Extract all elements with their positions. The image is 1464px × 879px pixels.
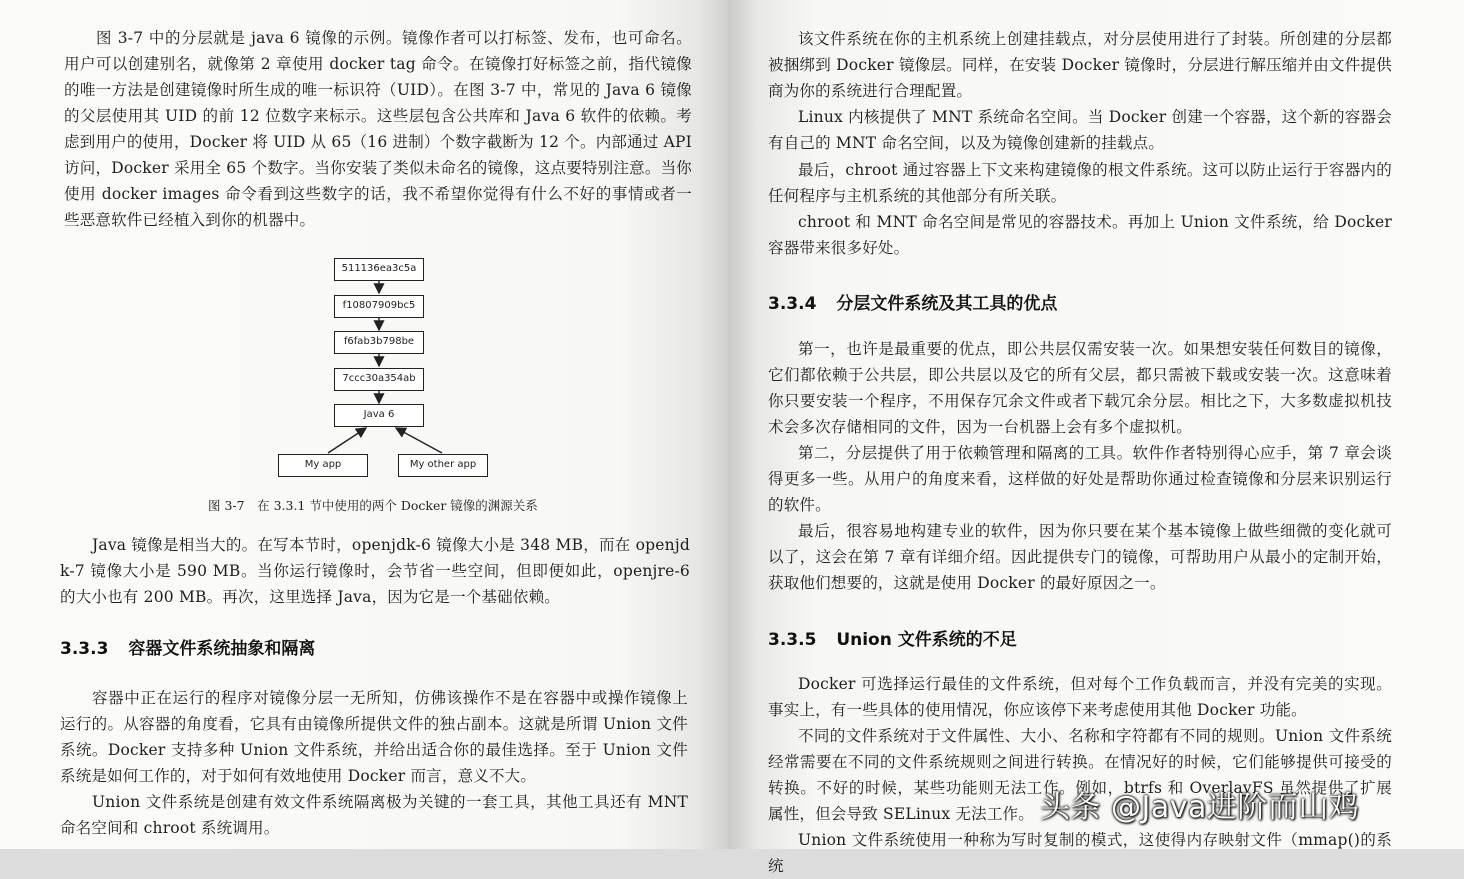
section-number: 3.3.3 <box>60 639 109 659</box>
paragraph: Union 文件系统使用一种称为写时复制的模式，这使得内存映射文件（mmap()的系统 <box>768 831 1392 875</box>
java6-box: Java 6 <box>334 404 424 427</box>
paragraph: 第二，分层提供了用于依赖管理和隔离的工具。软件作者特别得心应手，第 7 章会谈得更多一些。从用户的角度来看，这样做的好处是帮助你通过检查镜像和分层来识别运行的软件。 <box>768 444 1392 514</box>
section-title: 容器文件系统抽象和隔离 <box>128 639 316 659</box>
left-page <box>0 0 728 849</box>
section-heading <box>60 634 315 659</box>
layer-box: f10807909bc5 <box>334 295 424 318</box>
section-title: 分层文件系统及其工具的优点 <box>836 294 1058 314</box>
section-heading <box>768 289 1057 314</box>
paragraph: 第一，也许是最重要的优点，即公共层仅需安装一次。如果想安装任何数目的镜像，它们都依赖于公共层，即公共层以及它的所有父层，都只需被下载或安装一次。这意味着你只要安装一个程序，不用保存冗余文件或者下载冗余分层。相比之下，大多数虚拟机技术会多次存储相同的文件，因为一台机器上会有多个虚拟机。 <box>768 340 1392 436</box>
paragraph: Java 镜像是相当大的。在写本节时，openjdk-6 镜像大小是 348 MB，而在 openjdk-7 镜像大小是 590 MB。当你运行镜像时，会节省一些空间，但即便如此，openjre-6 的大小也有 200 MB。再次，这里选择 Java，因为它是一个基础依赖。 <box>60 536 690 606</box>
layer-box: f6fab3b798be <box>334 331 424 354</box>
paragraph: Linux 内核提供了 MNT 系统命名空间。当 Docker 创建一个容器，这个新的容器会有自己的 MNT 命名空间，以及为镜像创建新的挂载点。 <box>768 108 1392 152</box>
paragraph: 最后，chroot 通过容器上下文来构建镜像的根文件系统。这可以防止运行于容器内的任何程序与主机系统的其他部分有所关联。 <box>768 161 1392 205</box>
paragraph: 该文件系统在你的主机系统上创建挂载点，对分层使用进行了封装。所创建的分层都被捆绑到 Docker 镜像层。同样，在安装 Docker 镜像时，分层进行解压缩并由文件提供商为你的系统进行合理配置。 <box>768 30 1392 100</box>
section-number: 3.3.5 <box>768 630 817 650</box>
paragraph: chroot 和 MNT 命名空间是常见的容器技术。再加上 Union 文件系统，给 Docker 容器带来很多好处。 <box>768 213 1392 257</box>
layer-box: 511136ea3c5a <box>334 258 424 281</box>
section-title: Union 文件系统的不足 <box>836 630 1017 650</box>
paragraph: 最后，很容易地构建专业的软件，因为你只要在某个基本镜像上做些细微的变化就可以了，这会在第 7 章有详细介绍。因此提供专门的镜像，可帮助用户从最小的定制开始，获取他们想要的，这就是使用 Docker 的最好原因之一。 <box>768 522 1392 592</box>
paragraph: Union 文件系统是创建有效文件系统隔离极为关键的一套工具，其他工具还有 MNT 命名空间和 chroot 系统调用。 <box>60 793 688 837</box>
section-heading <box>768 625 1017 650</box>
paragraph: 不同的文件系统对于文件属性、大小、名称和字符都有不同的规则。Union 文件系统经常需要在不同的文件系统规则之间进行转换。在情况好的时候，它们能够提供可接受的转换。不好的时候，某些功能则无法工作。例如，btrfs 和 OverlayFS 虽然提供了扩展属性，但会导致 SELinux 无法工作。 <box>768 727 1392 823</box>
right-page <box>728 0 1464 875</box>
my-other-app-box: My other app <box>398 454 488 477</box>
paragraph: 容器中正在运行的程序对镜像分层一无所知，仿佛该操作不是在容器中或操作镜像上运行的。从容器的角度看，它具有由镜像所提供文件的独占副本。这就是所谓 Union 文件系统。Docker 支持多种 Union 文件系统，并给出适合你的最佳选择。至于 Union 文件系统是如何工作的，对于如何有效地使用 Docker 而言，意义不大。 <box>60 689 688 785</box>
section-number: 3.3.4 <box>768 294 817 314</box>
paragraph: Docker 可选择运行最佳的文件系统，但对每个工作负载而言，并没有完美的实现。事实上，有一些具体的使用情况，你应该停下来考虑使用其他 Docker 功能。 <box>768 675 1392 719</box>
my-app-box: My app <box>278 454 368 477</box>
paragraph: 图 3-7 中的分层就是 java 6 镜像的示例。镜像作者可以打标签、发布，也可命名。用户可以创建别名，就像第 2 章使用 docker tag 命令。在镜像打好标签之前，指代镜像的唯一方法是创建镜像时所生成的唯一标识符（UID）。在图 3-7 中，常见的 Java 6 镜像的父层使用其 UID 的前 12 位数字来标示。这些层包含公共库和 Java 6 软件的依赖。考虑到用户的使用，Docker 将 UID 从 65（16 进制）个数字截断为 12 个。内部通过 API 访问，Docker 采用全 65 个数字。当你安装了类似未命名的镜像，这点要特别注意。当你使用 docker images 命令看到这些数字的话，我不希望你觉得有什么不好的事情或者一些恶意软件已经植入到你的机器中。 <box>64 29 692 229</box>
figure-caption: 图 3-7 在 3.3.1 节中使用的两个 Docker 镜像的渊源关系 <box>208 498 538 513</box>
layer-box: 7ccc30a354ab <box>334 368 424 391</box>
watermark: 头条 @Java进阶而山鸡 <box>1040 790 1360 825</box>
